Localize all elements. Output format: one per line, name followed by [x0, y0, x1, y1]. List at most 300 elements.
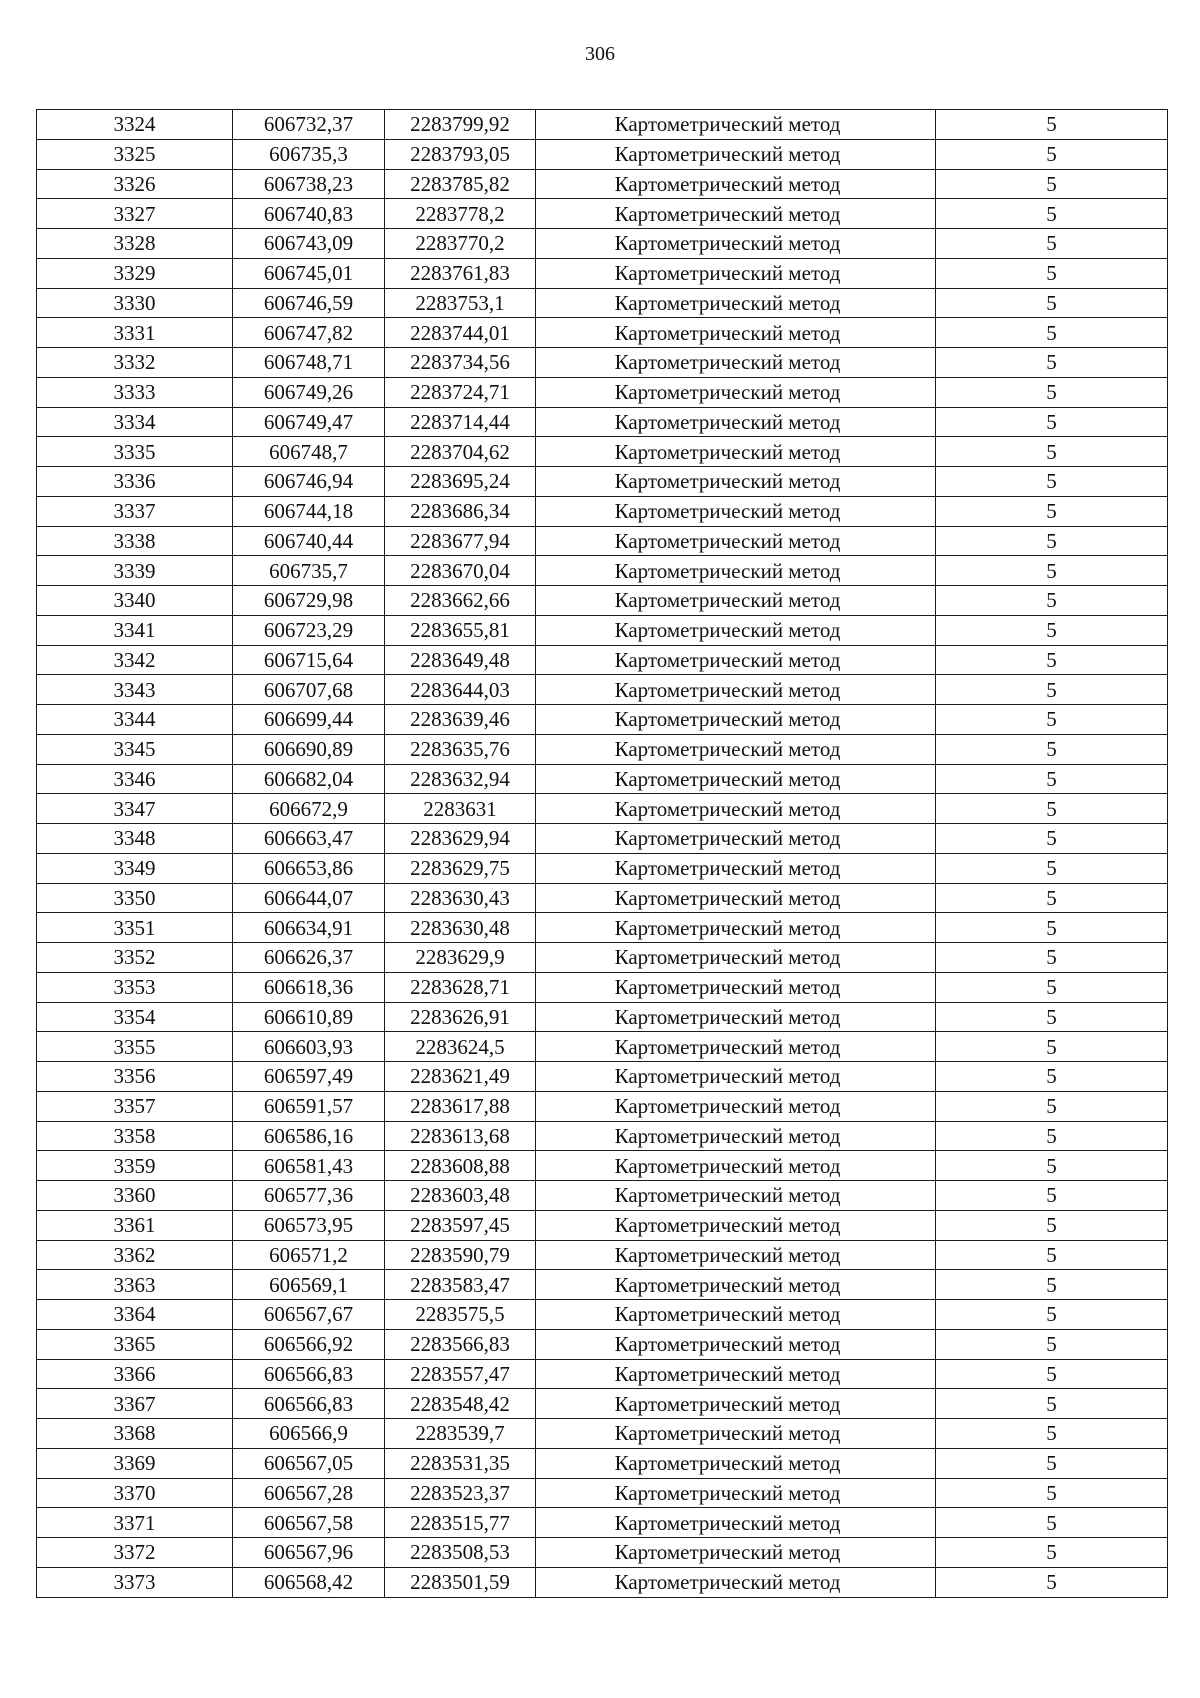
point-number-cell: 3357	[37, 1091, 233, 1121]
accuracy-cell: 5	[936, 645, 1168, 675]
x-coordinate-cell: 606748,7	[233, 437, 385, 467]
table-row	[37, 1567, 1168, 1597]
y-coordinate-cell: 2283624,5	[385, 1032, 536, 1062]
accuracy-cell: 5	[936, 943, 1168, 973]
accuracy-cell: 5	[936, 1062, 1168, 1092]
x-coordinate-cell: 606618,36	[233, 972, 385, 1002]
y-coordinate-cell: 2283793,05	[385, 139, 536, 169]
accuracy-cell: 5	[936, 1389, 1168, 1419]
x-coordinate-cell: 606735,3	[233, 139, 385, 169]
table-row	[37, 764, 1168, 794]
x-coordinate-cell: 606591,57	[233, 1091, 385, 1121]
y-coordinate-cell: 2283686,34	[385, 496, 536, 526]
x-coordinate-cell: 606567,28	[233, 1478, 385, 1508]
y-coordinate-cell: 2283677,94	[385, 526, 536, 556]
y-coordinate-cell: 2283770,2	[385, 229, 536, 259]
y-coordinate-cell: 2283635,76	[385, 734, 536, 764]
table-row	[37, 913, 1168, 943]
y-coordinate-cell: 2283695,24	[385, 467, 536, 497]
point-number-cell: 3356	[37, 1062, 233, 1092]
accuracy-cell: 5	[936, 705, 1168, 735]
table-row	[37, 1270, 1168, 1300]
table-row	[37, 943, 1168, 973]
table-row	[37, 169, 1168, 199]
y-coordinate-cell: 2283566,83	[385, 1329, 536, 1359]
method-cell: Картометрический метод	[536, 824, 936, 854]
method-cell: Картометрический метод	[536, 972, 936, 1002]
method-cell: Картометрический метод	[536, 734, 936, 764]
method-cell: Картометрический метод	[536, 1300, 936, 1330]
table-row	[37, 1389, 1168, 1419]
point-number-cell: 3360	[37, 1181, 233, 1211]
point-number-cell: 3342	[37, 645, 233, 675]
point-number-cell: 3343	[37, 675, 233, 705]
y-coordinate-cell: 2283630,48	[385, 913, 536, 943]
x-coordinate-cell: 606729,98	[233, 586, 385, 616]
method-cell: Картометрический метод	[536, 1062, 936, 1092]
x-coordinate-cell: 606644,07	[233, 883, 385, 913]
x-coordinate-cell: 606749,26	[233, 377, 385, 407]
method-cell: Картометрический метод	[536, 348, 936, 378]
accuracy-cell: 5	[936, 1210, 1168, 1240]
method-cell: Картометрический метод	[536, 229, 936, 259]
x-coordinate-cell: 606749,47	[233, 407, 385, 437]
y-coordinate-cell: 2283539,7	[385, 1419, 536, 1449]
accuracy-cell: 5	[936, 615, 1168, 645]
x-coordinate-cell: 606672,9	[233, 794, 385, 824]
accuracy-cell: 5	[936, 1478, 1168, 1508]
point-number-cell: 3337	[37, 496, 233, 526]
table-row	[37, 1419, 1168, 1449]
table-row	[37, 348, 1168, 378]
table-row	[37, 794, 1168, 824]
method-cell: Картометрический метод	[536, 794, 936, 824]
accuracy-cell: 5	[936, 1270, 1168, 1300]
table-row	[37, 229, 1168, 259]
point-number-cell: 3340	[37, 586, 233, 616]
y-coordinate-cell: 2283639,46	[385, 705, 536, 735]
method-cell: Картометрический метод	[536, 199, 936, 229]
x-coordinate-cell: 606567,96	[233, 1538, 385, 1568]
method-cell: Картометрический метод	[536, 258, 936, 288]
table-row	[37, 318, 1168, 348]
table-row	[37, 496, 1168, 526]
accuracy-cell: 5	[936, 110, 1168, 140]
point-number-cell: 3373	[37, 1567, 233, 1597]
point-number-cell: 3368	[37, 1419, 233, 1449]
point-number-cell: 3369	[37, 1448, 233, 1478]
table-row	[37, 705, 1168, 735]
point-number-cell: 3362	[37, 1240, 233, 1270]
point-number-cell: 3345	[37, 734, 233, 764]
accuracy-cell: 5	[936, 1508, 1168, 1538]
accuracy-cell: 5	[936, 1448, 1168, 1478]
x-coordinate-cell: 606707,68	[233, 675, 385, 705]
x-coordinate-cell: 606690,89	[233, 734, 385, 764]
point-number-cell: 3331	[37, 318, 233, 348]
method-cell: Картометрический метод	[536, 1478, 936, 1508]
point-number-cell: 3351	[37, 913, 233, 943]
x-coordinate-cell: 606567,05	[233, 1448, 385, 1478]
point-number-cell: 3333	[37, 377, 233, 407]
coordinates-table	[36, 109, 1168, 1598]
y-coordinate-cell: 2283590,79	[385, 1240, 536, 1270]
table-row	[37, 1210, 1168, 1240]
point-number-cell: 3341	[37, 615, 233, 645]
accuracy-cell: 5	[936, 794, 1168, 824]
accuracy-cell: 5	[936, 1300, 1168, 1330]
point-number-cell: 3372	[37, 1538, 233, 1568]
method-cell: Картометрический метод	[536, 169, 936, 199]
accuracy-cell: 5	[936, 526, 1168, 556]
accuracy-cell: 5	[936, 1567, 1168, 1597]
method-cell: Картометрический метод	[536, 1091, 936, 1121]
method-cell: Картометрический метод	[536, 675, 936, 705]
y-coordinate-cell: 2283531,35	[385, 1448, 536, 1478]
method-cell: Картометрический метод	[536, 645, 936, 675]
method-cell: Картометрический метод	[536, 288, 936, 318]
x-coordinate-cell: 606732,37	[233, 110, 385, 140]
accuracy-cell: 5	[936, 1121, 1168, 1151]
accuracy-cell: 5	[936, 318, 1168, 348]
y-coordinate-cell: 2283608,88	[385, 1151, 536, 1181]
x-coordinate-cell: 606746,59	[233, 288, 385, 318]
table-row	[37, 110, 1168, 140]
method-cell: Картометрический метод	[536, 615, 936, 645]
x-coordinate-cell: 606747,82	[233, 318, 385, 348]
point-number-cell: 3338	[37, 526, 233, 556]
accuracy-cell: 5	[936, 675, 1168, 705]
y-coordinate-cell: 2283515,77	[385, 1508, 536, 1538]
y-coordinate-cell: 2283501,59	[385, 1567, 536, 1597]
method-cell: Картометрический метод	[536, 1448, 936, 1478]
y-coordinate-cell: 2283753,1	[385, 288, 536, 318]
y-coordinate-cell: 2283724,71	[385, 377, 536, 407]
x-coordinate-cell: 606748,71	[233, 348, 385, 378]
y-coordinate-cell: 2283575,5	[385, 1300, 536, 1330]
y-coordinate-cell: 2283734,56	[385, 348, 536, 378]
x-coordinate-cell: 606738,23	[233, 169, 385, 199]
method-cell: Картометрический метод	[536, 139, 936, 169]
method-cell: Картометрический метод	[536, 1329, 936, 1359]
x-coordinate-cell: 606586,16	[233, 1121, 385, 1151]
x-coordinate-cell: 606573,95	[233, 1210, 385, 1240]
point-number-cell: 3355	[37, 1032, 233, 1062]
x-coordinate-cell: 606740,83	[233, 199, 385, 229]
method-cell: Картометрический метод	[536, 1181, 936, 1211]
table-row	[37, 467, 1168, 497]
point-number-cell: 3371	[37, 1508, 233, 1538]
accuracy-cell: 5	[936, 1329, 1168, 1359]
y-coordinate-cell: 2283778,2	[385, 199, 536, 229]
table-row	[37, 586, 1168, 616]
table-row	[37, 1359, 1168, 1389]
table-row	[37, 645, 1168, 675]
method-cell: Картометрический метод	[536, 853, 936, 883]
y-coordinate-cell: 2283603,48	[385, 1181, 536, 1211]
accuracy-cell: 5	[936, 348, 1168, 378]
accuracy-cell: 5	[936, 496, 1168, 526]
x-coordinate-cell: 606626,37	[233, 943, 385, 973]
point-number-cell: 3366	[37, 1359, 233, 1389]
accuracy-cell: 5	[936, 764, 1168, 794]
accuracy-cell: 5	[936, 258, 1168, 288]
point-number-cell: 3324	[37, 110, 233, 140]
table-row	[37, 526, 1168, 556]
table-row	[37, 734, 1168, 764]
x-coordinate-cell: 606597,49	[233, 1062, 385, 1092]
accuracy-cell: 5	[936, 407, 1168, 437]
y-coordinate-cell: 2283629,94	[385, 824, 536, 854]
method-cell: Картометрический метод	[536, 407, 936, 437]
page-number: 306	[585, 43, 615, 65]
table-row	[37, 1300, 1168, 1330]
accuracy-cell: 5	[936, 1151, 1168, 1181]
x-coordinate-cell: 606746,94	[233, 467, 385, 497]
x-coordinate-cell: 606567,67	[233, 1300, 385, 1330]
method-cell: Картометрический метод	[536, 1210, 936, 1240]
point-number-cell: 3370	[37, 1478, 233, 1508]
accuracy-cell: 5	[936, 1538, 1168, 1568]
method-cell: Картометрический метод	[536, 556, 936, 586]
method-cell: Картометрический метод	[536, 1121, 936, 1151]
x-coordinate-cell: 606577,36	[233, 1181, 385, 1211]
accuracy-cell: 5	[936, 853, 1168, 883]
accuracy-cell: 5	[936, 734, 1168, 764]
accuracy-cell: 5	[936, 1240, 1168, 1270]
method-cell: Картометрический метод	[536, 377, 936, 407]
x-coordinate-cell: 606634,91	[233, 913, 385, 943]
table-row	[37, 407, 1168, 437]
coordinates-table-body	[37, 110, 1168, 1598]
accuracy-cell: 5	[936, 1419, 1168, 1449]
point-number-cell: 3359	[37, 1151, 233, 1181]
y-coordinate-cell: 2283597,45	[385, 1210, 536, 1240]
y-coordinate-cell: 2283629,9	[385, 943, 536, 973]
accuracy-cell: 5	[936, 229, 1168, 259]
point-number-cell: 3327	[37, 199, 233, 229]
y-coordinate-cell: 2283548,42	[385, 1389, 536, 1419]
table-row	[37, 675, 1168, 705]
table-row	[37, 288, 1168, 318]
point-number-cell: 3332	[37, 348, 233, 378]
y-coordinate-cell: 2283670,04	[385, 556, 536, 586]
y-coordinate-cell: 2283631	[385, 794, 536, 824]
table-row	[37, 853, 1168, 883]
x-coordinate-cell: 606603,93	[233, 1032, 385, 1062]
x-coordinate-cell: 606745,01	[233, 258, 385, 288]
point-number-cell: 3336	[37, 467, 233, 497]
method-cell: Картометрический метод	[536, 1359, 936, 1389]
y-coordinate-cell: 2283629,75	[385, 853, 536, 883]
x-coordinate-cell: 606744,18	[233, 496, 385, 526]
table-row	[37, 437, 1168, 467]
x-coordinate-cell: 606566,83	[233, 1389, 385, 1419]
method-cell: Картометрический метод	[536, 1002, 936, 1032]
table-row	[37, 1329, 1168, 1359]
table-row	[37, 1032, 1168, 1062]
accuracy-cell: 5	[936, 1359, 1168, 1389]
x-coordinate-cell: 606569,1	[233, 1270, 385, 1300]
accuracy-cell: 5	[936, 1181, 1168, 1211]
method-cell: Картометрический метод	[536, 586, 936, 616]
x-coordinate-cell: 606715,64	[233, 645, 385, 675]
method-cell: Картометрический метод	[536, 764, 936, 794]
method-cell: Картометрический метод	[536, 467, 936, 497]
y-coordinate-cell: 2283628,71	[385, 972, 536, 1002]
y-coordinate-cell: 2283644,03	[385, 675, 536, 705]
method-cell: Картометрический метод	[536, 318, 936, 348]
table-row	[37, 1478, 1168, 1508]
table-row	[37, 1240, 1168, 1270]
point-number-cell: 3353	[37, 972, 233, 1002]
method-cell: Картометрический метод	[536, 526, 936, 556]
table-row	[37, 1181, 1168, 1211]
y-coordinate-cell: 2283626,91	[385, 1002, 536, 1032]
method-cell: Картометрический метод	[536, 1538, 936, 1568]
accuracy-cell: 5	[936, 199, 1168, 229]
point-number-cell: 3363	[37, 1270, 233, 1300]
point-number-cell: 3347	[37, 794, 233, 824]
y-coordinate-cell: 2283704,62	[385, 437, 536, 467]
x-coordinate-cell: 606740,44	[233, 526, 385, 556]
table-row	[37, 1091, 1168, 1121]
accuracy-cell: 5	[936, 1032, 1168, 1062]
method-cell: Картометрический метод	[536, 913, 936, 943]
point-number-cell: 3354	[37, 1002, 233, 1032]
accuracy-cell: 5	[936, 437, 1168, 467]
accuracy-cell: 5	[936, 169, 1168, 199]
table-row	[37, 377, 1168, 407]
x-coordinate-cell: 606610,89	[233, 1002, 385, 1032]
method-cell: Картометрический метод	[536, 1508, 936, 1538]
point-number-cell: 3334	[37, 407, 233, 437]
accuracy-cell: 5	[936, 556, 1168, 586]
method-cell: Картометрический метод	[536, 883, 936, 913]
table-row	[37, 1508, 1168, 1538]
point-number-cell: 3329	[37, 258, 233, 288]
accuracy-cell: 5	[936, 139, 1168, 169]
x-coordinate-cell: 606566,9	[233, 1419, 385, 1449]
accuracy-cell: 5	[936, 1002, 1168, 1032]
y-coordinate-cell: 2283621,49	[385, 1062, 536, 1092]
x-coordinate-cell: 606581,43	[233, 1151, 385, 1181]
method-cell: Картометрический метод	[536, 1151, 936, 1181]
x-coordinate-cell: 606566,92	[233, 1329, 385, 1359]
y-coordinate-cell: 2283761,83	[385, 258, 536, 288]
accuracy-cell: 5	[936, 467, 1168, 497]
method-cell: Картометрический метод	[536, 110, 936, 140]
accuracy-cell: 5	[936, 883, 1168, 913]
point-number-cell: 3346	[37, 764, 233, 794]
method-cell: Картометрический метод	[536, 705, 936, 735]
x-coordinate-cell: 606682,04	[233, 764, 385, 794]
accuracy-cell: 5	[936, 824, 1168, 854]
table-row	[37, 1002, 1168, 1032]
y-coordinate-cell: 2283649,48	[385, 645, 536, 675]
table-row	[37, 615, 1168, 645]
accuracy-cell: 5	[936, 586, 1168, 616]
point-number-cell: 3348	[37, 824, 233, 854]
x-coordinate-cell: 606653,86	[233, 853, 385, 883]
accuracy-cell: 5	[936, 913, 1168, 943]
point-number-cell: 3352	[37, 943, 233, 973]
table-row	[37, 824, 1168, 854]
point-number-cell: 3349	[37, 853, 233, 883]
table-row	[37, 972, 1168, 1002]
point-number-cell: 3330	[37, 288, 233, 318]
point-number-cell: 3339	[37, 556, 233, 586]
method-cell: Картометрический метод	[536, 1419, 936, 1449]
table-row	[37, 883, 1168, 913]
x-coordinate-cell: 606663,47	[233, 824, 385, 854]
method-cell: Картометрический метод	[536, 1567, 936, 1597]
y-coordinate-cell: 2283714,44	[385, 407, 536, 437]
point-number-cell: 3364	[37, 1300, 233, 1330]
method-cell: Картометрический метод	[536, 943, 936, 973]
y-coordinate-cell: 2283662,66	[385, 586, 536, 616]
x-coordinate-cell: 606571,2	[233, 1240, 385, 1270]
y-coordinate-cell: 2283630,43	[385, 883, 536, 913]
accuracy-cell: 5	[936, 1091, 1168, 1121]
table-row	[37, 139, 1168, 169]
point-number-cell: 3335	[37, 437, 233, 467]
y-coordinate-cell: 2283583,47	[385, 1270, 536, 1300]
point-number-cell: 3358	[37, 1121, 233, 1151]
accuracy-cell: 5	[936, 377, 1168, 407]
method-cell: Картометрический метод	[536, 1240, 936, 1270]
point-number-cell: 3365	[37, 1329, 233, 1359]
table-row	[37, 1448, 1168, 1478]
method-cell: Картометрический метод	[536, 437, 936, 467]
point-number-cell: 3344	[37, 705, 233, 735]
method-cell: Картометрический метод	[536, 1389, 936, 1419]
x-coordinate-cell: 606567,58	[233, 1508, 385, 1538]
point-number-cell: 3361	[37, 1210, 233, 1240]
x-coordinate-cell: 606735,7	[233, 556, 385, 586]
y-coordinate-cell: 2283523,37	[385, 1478, 536, 1508]
x-coordinate-cell: 606699,44	[233, 705, 385, 735]
y-coordinate-cell: 2283799,92	[385, 110, 536, 140]
table-row	[37, 1538, 1168, 1568]
table-row	[37, 1062, 1168, 1092]
accuracy-cell: 5	[936, 288, 1168, 318]
table-row	[37, 258, 1168, 288]
x-coordinate-cell: 606568,42	[233, 1567, 385, 1597]
y-coordinate-cell: 2283613,68	[385, 1121, 536, 1151]
point-number-cell: 3325	[37, 139, 233, 169]
method-cell: Картометрический метод	[536, 496, 936, 526]
y-coordinate-cell: 2283744,01	[385, 318, 536, 348]
y-coordinate-cell: 2283557,47	[385, 1359, 536, 1389]
y-coordinate-cell: 2283632,94	[385, 764, 536, 794]
table-row	[37, 199, 1168, 229]
point-number-cell: 3350	[37, 883, 233, 913]
x-coordinate-cell: 606723,29	[233, 615, 385, 645]
accuracy-cell: 5	[936, 972, 1168, 1002]
point-number-cell: 3326	[37, 169, 233, 199]
y-coordinate-cell: 2283508,53	[385, 1538, 536, 1568]
y-coordinate-cell: 2283785,82	[385, 169, 536, 199]
y-coordinate-cell: 2283655,81	[385, 615, 536, 645]
table-row	[37, 1151, 1168, 1181]
point-number-cell: 3328	[37, 229, 233, 259]
table-row	[37, 556, 1168, 586]
table-row	[37, 1121, 1168, 1151]
x-coordinate-cell: 606743,09	[233, 229, 385, 259]
method-cell: Картометрический метод	[536, 1032, 936, 1062]
point-number-cell: 3367	[37, 1389, 233, 1419]
